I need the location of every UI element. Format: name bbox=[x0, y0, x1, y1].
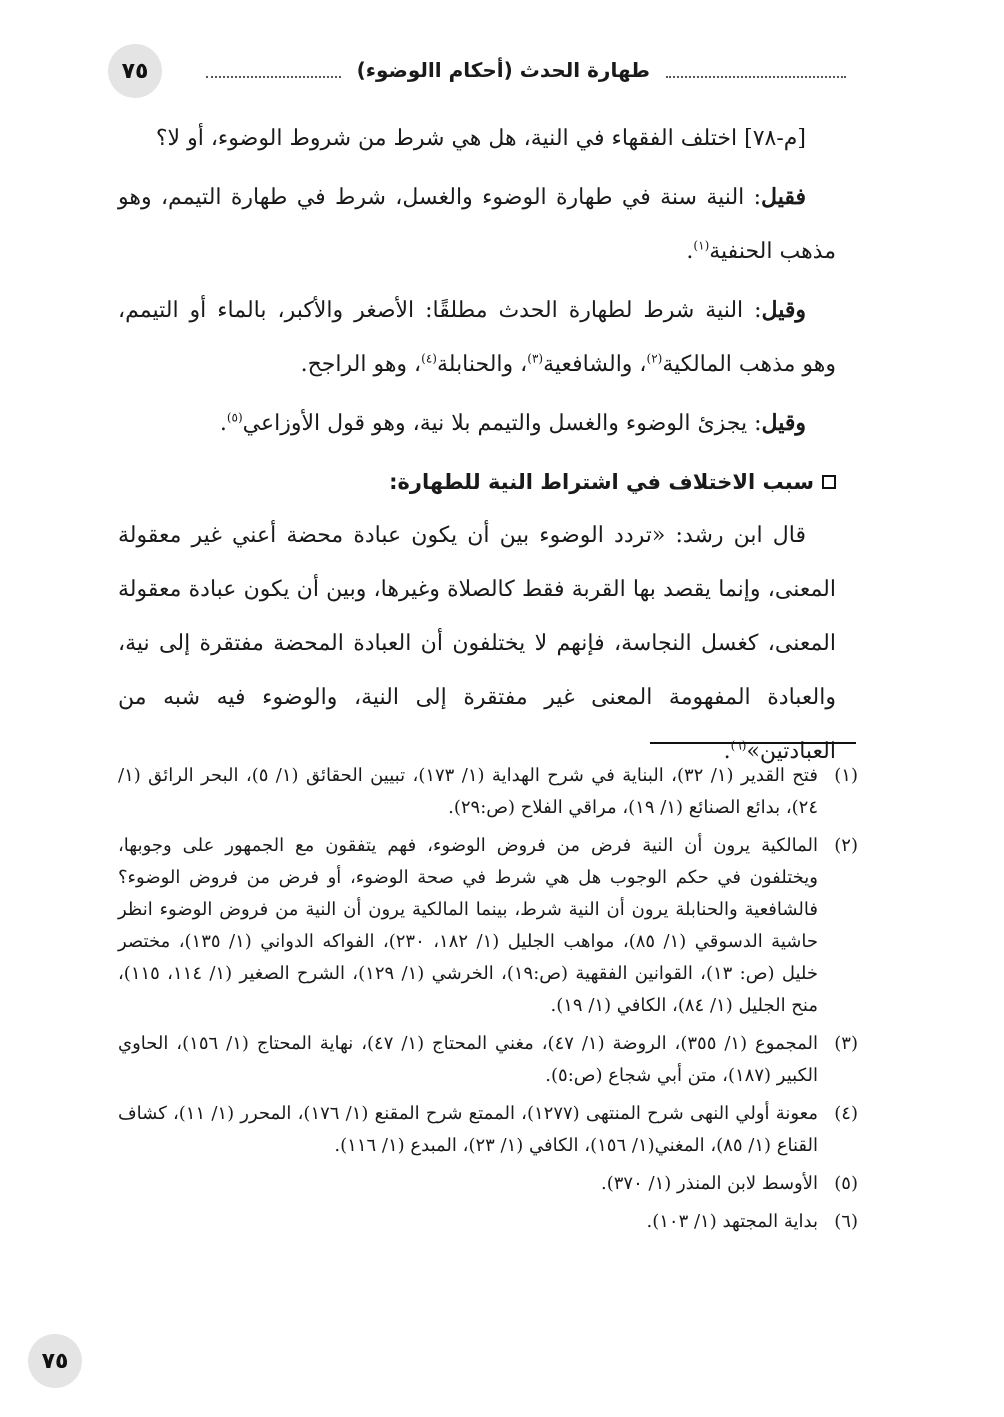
footnote-item bbox=[118, 1206, 858, 1238]
section-heading bbox=[118, 455, 836, 509]
paragraph-2 bbox=[118, 170, 836, 279]
paragraph-2-text: : النية سنة في طهارة الوضوء والغسل، شرط في طهارة التيمم، وهو مذهب الحنفية bbox=[118, 185, 836, 264]
paragraph-4-end: . bbox=[219, 411, 227, 436]
paragraph-5-text: قال ابن رشد: «تردد الوضوء بين أن يكون عبادة محضة أعني غير معقولة المعنى، وإنما يقصد بها القربة فقط كالصلاة وغيرها، وبين أن يكون عبادة معقولة المعنى، كغسل النجاسة، فإنهم لا يختلفون أن العبادة المحضة مفتقرة إلى نية، والعبادة المفهومة المعنى غير مفتقرة إلى النية، والوضوء فيه شبه من العبادتين» bbox=[118, 523, 836, 764]
paragraph-4-lead: وقيل bbox=[761, 410, 806, 436]
paragraph-3-lead: وقيل bbox=[761, 297, 806, 323]
footnote-number: (١) bbox=[834, 765, 858, 786]
footnote-text: المالكية يرون أن النية فرض من فروض الوضوء، فهم يتفقون مع الجمهور على وجوبها، ويختلفون في حكم الوجوب هل هي شرط في صحة الوضوء، أو فرض من فروض الوضوء؟ فالشافعية والحنابلة يرون أن النية شرط، بينما المالكية يرون أن النية من فروض الوضوء انظر حاشية الدسوقي (١/ ٨٥)، مواهب الجليل (١/ ١٨٢، ٢٣٠)، الفواكه الدواني (١/ ١٣٥)، مختصر خليل (ص: ١٣)، القوانين الفقهية (ص:١٩)، الخرشي (١/ ١٢٩)، الشرح الصغير (١/ ١١٤، ١١٥)، منح الجليل (١/ ٨٤)، الكافي (١/ ١٩). bbox=[118, 835, 818, 1016]
footnote-ref-5[interactable]: (٥) bbox=[226, 410, 243, 425]
running-header bbox=[206, 58, 846, 82]
paragraph-3-mid-1: ، والشافعية bbox=[543, 352, 647, 377]
page-number-badge-top bbox=[108, 44, 162, 98]
paragraph-1 bbox=[118, 112, 836, 166]
footnote-item bbox=[118, 1098, 858, 1162]
footnote-number: (٤) bbox=[834, 1103, 858, 1124]
footnote-ref-1[interactable]: (١) bbox=[693, 238, 710, 253]
paragraph-3-mid-2: ، والحنابلة bbox=[436, 352, 528, 377]
paragraph-1-text: [م-٧٨] اختلف الفقهاء في النية، هل هي شرط من شروط الوضوء، أو لا؟ bbox=[155, 126, 806, 151]
footnote-ref-3[interactable]: (٣) bbox=[527, 351, 544, 366]
paragraph-5 bbox=[118, 509, 836, 779]
paragraph-2-end: . bbox=[686, 239, 694, 264]
footnote-text: المجموع (١/ ٣٥٥)، الروضة (١/ ٤٧)، مغني المحتاج (١/ ٤٧)، نهاية المحتاج (١/ ١٥٦)، الحاوي الكبير (١٨٧)، متن أبي شجاع (ص:٥). bbox=[118, 1033, 818, 1086]
paragraph-5-end: . bbox=[723, 739, 731, 764]
paragraph-3 bbox=[118, 283, 836, 392]
footnote-ref-4[interactable]: (٤) bbox=[421, 351, 437, 366]
page-number-badge-bottom bbox=[28, 1334, 82, 1388]
footnote-number: (٥) bbox=[834, 1173, 858, 1194]
footnote-number: (٦) bbox=[834, 1211, 858, 1232]
footnote-ref-6[interactable]: (٦) bbox=[730, 738, 747, 753]
square-bullet-icon bbox=[822, 475, 836, 489]
page-number-bottom: ٧٥ bbox=[41, 1348, 69, 1374]
paragraph-3-text: : النية شرط لطهارة الحدث مطلقًا: الأصغر والأكبر، بالماء أو التيمم، وهو مذهب المالكية bbox=[118, 298, 836, 377]
footnote-item bbox=[118, 760, 858, 824]
footnote-number: (٣) bbox=[834, 1033, 858, 1054]
footnotes bbox=[118, 760, 858, 1244]
header-dots-left bbox=[206, 74, 341, 78]
footnote-text: الأوسط لابن المنذر (١/ ٣٧٠). bbox=[601, 1173, 818, 1194]
footnote-text: بداية المجتهد (١/ ١٠٣). bbox=[646, 1211, 818, 1232]
header-title: طهارة الحدث (أحكام االوضوء) bbox=[356, 58, 650, 82]
footnote-item bbox=[118, 1028, 858, 1092]
footnote-text: فتح القدير (١/ ٣٢)، البناية في شرح الهداية (١/ ١٧٣)، تبيين الحقائق (١/ ٥)، البحر الرائق (١/ ٢٤)، بدائع الصنائع (١/ ١٩)، مراقي الفلاح (ص:٢٩). bbox=[118, 765, 818, 818]
main-text bbox=[118, 112, 836, 783]
paragraph-2-lead: فقيل bbox=[761, 184, 806, 210]
page-number-top: ٧٥ bbox=[121, 58, 149, 84]
section-heading-text: سبب الاختلاف في اشتراط النية للطهارة: bbox=[389, 470, 814, 494]
header-dots-right bbox=[666, 74, 846, 78]
paragraph-3-end: ، وهو الراجح. bbox=[300, 352, 422, 377]
footnote-item bbox=[118, 1168, 858, 1200]
paragraph-4-text: : يجزئ الوضوء والغسل والتيمم بلا نية، وهو قول الأوزاعي bbox=[242, 411, 762, 436]
footnote-item bbox=[118, 830, 858, 1022]
page-header bbox=[108, 44, 846, 100]
paragraph-4 bbox=[118, 396, 836, 451]
footnote-number: (٢) bbox=[834, 835, 858, 856]
footnote-separator bbox=[650, 742, 856, 744]
footnote-text: معونة أولي النهى شرح المنتهى (١٢٧٧)، الممتع شرح المقنع (١/ ١٧٦)، المحرر (١/ ١١)، كشاف القناع (١/ ٨٥)، المغني(١/ ١٥٦)، الكافي (١/ ٢٣)، المبدع (١/ ١١٦). bbox=[118, 1103, 818, 1156]
footnote-ref-2[interactable]: (٢) bbox=[646, 351, 663, 366]
